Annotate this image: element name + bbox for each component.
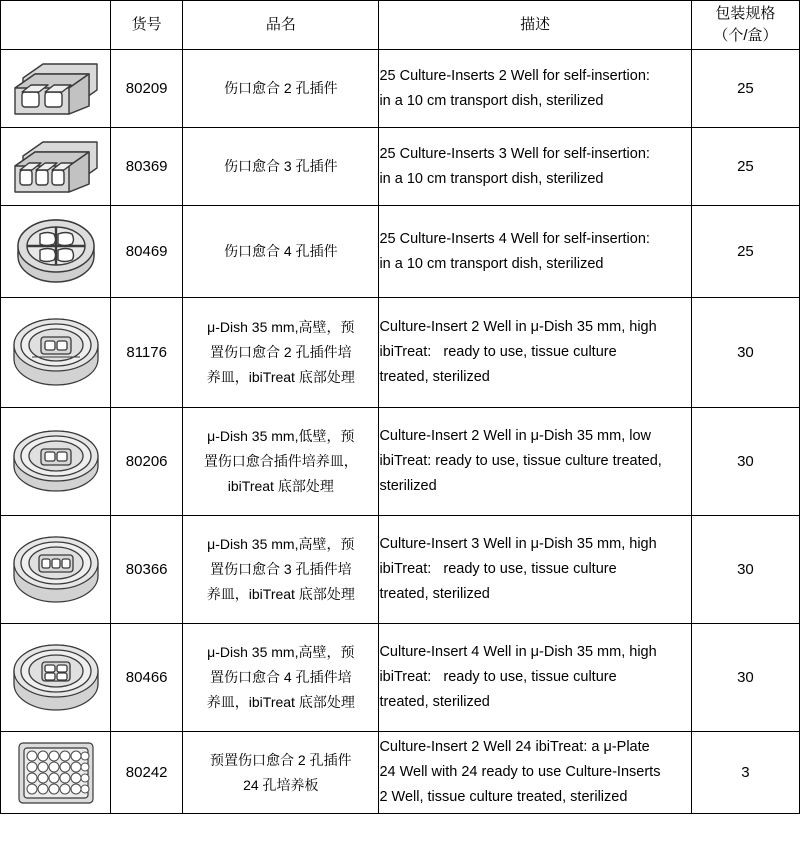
packaging-quantity: 25 [691,206,799,298]
product-illustration-cell [1,128,111,206]
packaging-header-line1: 包装规格 [715,5,776,22]
description-line: in a 10 cm transport dish, sterilized [379,92,604,109]
insert-3-well-block-icon [1,136,110,198]
product-name-line: μ-Dish 35 mm,低壁，预 [207,428,355,444]
description-line: ibiTreat: ready to use, tissue culture treated, [379,453,662,469]
product-code: 81176 [111,298,183,408]
product-description [379,298,691,408]
product-name-line: 置伤口愈合 3 孔插件培 [210,561,352,577]
product-name-line: 置伤口愈合插件培养皿， [203,453,358,469]
description-line: Culture-Insert 3 Well in μ-Dish 35 mm, high [379,536,657,552]
description-line: treated, sterilized [379,369,490,385]
description-line: in a 10 cm transport dish, sterilized [379,255,604,272]
product-name-line: μ-Dish 35 mm,高壁，预 [207,536,355,552]
column-header-image [1,1,111,50]
packaging-quantity: 3 [691,732,799,814]
description-line: ibiTreat: ready to use, tissue culture [379,561,617,577]
description-line: treated, sterilized [379,694,490,710]
product-name [183,516,379,624]
product-description [379,206,691,298]
description-line: Culture-Insert 2 Well 24 ibiTreat: a μ-Plate [379,739,650,755]
product-name [183,206,379,298]
packaging-quantity: 30 [691,408,799,516]
product-illustration-cell [1,206,111,298]
product-code: 80242 [111,732,183,814]
product-code: 80369 [111,128,183,206]
product-name-line: 预置伤口愈合 2 孔插件 [210,751,352,768]
product-name-line: 伤口愈合 3 孔插件 [224,158,338,174]
column-header-code: 货号 [111,1,183,50]
product-name-line: 置伤口愈合 4 孔插件培 [210,669,352,685]
product-illustration-cell [1,516,111,624]
packaging-quantity: 30 [691,624,799,732]
table-body [1,50,800,814]
description-line: treated, sterilized [379,586,490,602]
description-line: 25 Culture-Inserts 3 Well for self-insertion: [379,145,650,162]
table-row [1,408,800,516]
product-code: 80469 [111,206,183,298]
table-header [1,1,800,50]
table-row [1,128,800,206]
table-row [1,206,800,298]
description-line: 2 Well, tissue culture treated, sterilized [379,789,628,805]
product-code: 80209 [111,50,183,128]
product-code: 80366 [111,516,183,624]
product-name [183,128,379,206]
packaging-header-line2: （个/盒） [713,27,778,44]
dish-35mm-low-2well-icon [1,422,110,502]
product-name-line: μ-Dish 35 mm,高壁，预 [207,319,355,335]
product-name-line: 养皿，ibiTreat 底部处理 [206,586,355,602]
dish-35mm-high-3well-icon [1,529,110,611]
product-description [379,732,691,814]
table-header-row [1,1,800,50]
product-description [379,50,691,128]
product-name [183,408,379,516]
product-name [183,732,379,814]
description-line: ibiTreat: ready to use, tissue culture [379,344,617,360]
product-name-line: 24 孔培养板 [243,776,319,793]
product-name-line: μ-Dish 35 mm,高壁，预 [207,644,355,660]
description-line: Culture-Insert 2 Well in μ-Dish 35 mm, low [379,428,652,444]
product-name-line: 养皿，ibiTreat 底部处理 [206,369,355,385]
packaging-quantity: 25 [691,50,799,128]
product-illustration-cell [1,624,111,732]
product-name [183,50,379,128]
product-illustration-cell [1,408,111,516]
product-name-line: 养皿，ibiTreat 底部处理 [206,694,355,710]
plate-24-well-icon [1,740,110,806]
insert-2-well-block-icon [1,58,110,120]
table-row [1,624,800,732]
packaging-quantity: 25 [691,128,799,206]
table-row [1,298,800,408]
product-name-line: 伤口愈合 2 孔插件 [224,80,338,96]
packaging-quantity: 30 [691,298,799,408]
description-line: 25 Culture-Inserts 4 Well for self-insertion: [379,230,650,247]
description-line: in a 10 cm transport dish, sterilized [379,170,604,187]
column-header-packaging [691,1,799,50]
column-header-description: 描述 [379,1,691,50]
packaging-quantity: 30 [691,516,799,624]
product-name-line: 伤口愈合 4 孔插件 [224,243,338,259]
table-row [1,516,800,624]
table-row [1,50,800,128]
product-description [379,128,691,206]
product-name-line: ibiTreat 底部处理 [227,478,334,494]
description-line: ibiTreat: ready to use, tissue culture [379,669,617,685]
dish-35mm-high-4well-icon [1,637,110,719]
table-row [1,732,800,814]
product-description [379,408,691,516]
product-name-line: 置伤口愈合 2 孔插件培 [210,344,352,360]
description-line: Culture-Insert 4 Well in μ-Dish 35 mm, high [379,644,657,660]
description-line: Culture-Insert 2 Well in μ-Dish 35 mm, high [379,319,657,335]
product-description [379,516,691,624]
description-line: 25 Culture-Inserts 2 Well for self-insertion: [379,67,650,84]
product-code: 80466 [111,624,183,732]
product-illustration-cell [1,732,111,814]
description-line: sterilized [379,478,437,494]
product-name [183,298,379,408]
description-line: 24 Well with 24 ready to use Culture-Inserts [379,764,661,780]
product-name [183,624,379,732]
product-illustration-cell [1,50,111,128]
product-description [379,624,691,732]
product-code: 80206 [111,408,183,516]
column-header-name: 品名 [183,1,379,50]
dish-35mm-high-2well-icon [1,311,110,395]
product-illustration-cell [1,298,111,408]
insert-4-well-round-icon [1,214,110,290]
